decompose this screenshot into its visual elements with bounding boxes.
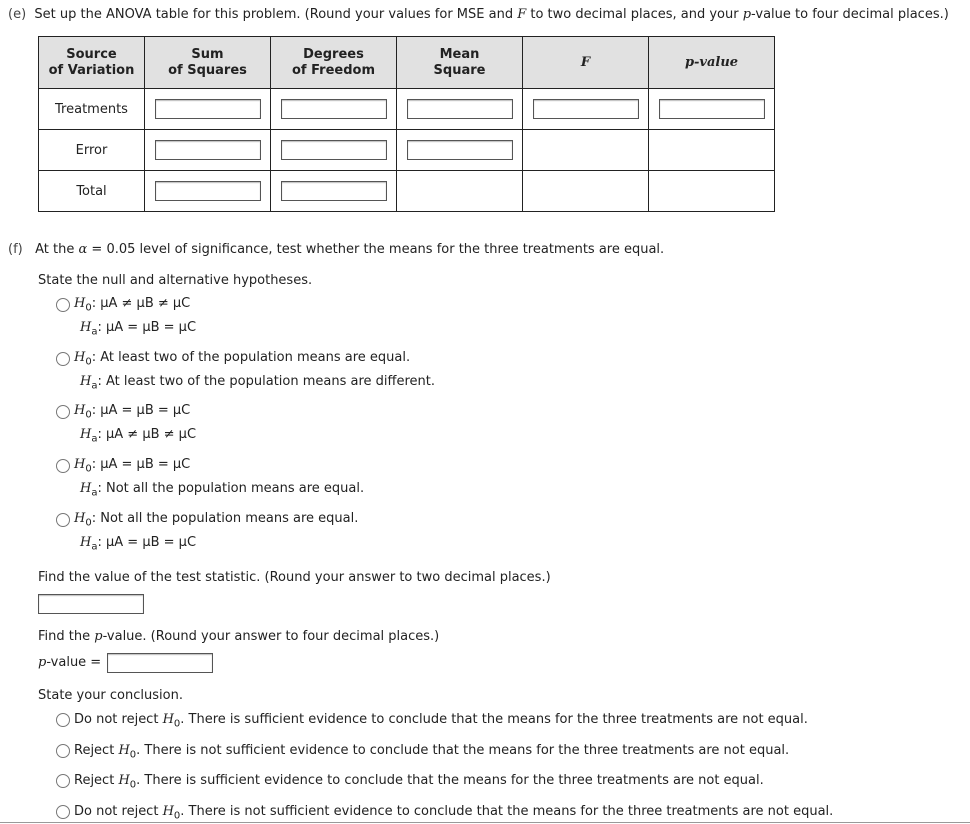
header-source: Source of Variation — [39, 37, 145, 89]
alpha-symbol: α — [78, 242, 88, 257]
hypothesis-option-4-radio[interactable] — [56, 459, 70, 473]
ha-option-5: $H_a$: μA = μB = μC — [80, 535, 197, 553]
ha-option-4: $H_a$: Not all the population means are equal. — [80, 481, 365, 499]
empty-cell — [649, 171, 775, 212]
h0-option-5: $H_0$: Not all the population means are equal. — [74, 511, 359, 529]
hypothesis-option-5-radio[interactable] — [56, 513, 70, 527]
conclusion-option-2: Reject $H_0$. There is not sufficient evidence to conclude that the means for the three treatments are not equal. — [74, 743, 790, 761]
f-input[interactable] — [533, 99, 639, 119]
h0-option-3: $H_0$: μA = μB = μC — [74, 403, 191, 421]
ha-option-3: $H_a$: μA ≠ μB ≠ μC — [80, 427, 197, 445]
header-p-value: p-value — [649, 37, 775, 89]
p-value-label: p-value = — [38, 655, 102, 670]
instructions-f: F — [517, 7, 527, 22]
hypothesis-option-1-radio[interactable] — [56, 298, 70, 312]
conclusion-option-1-radio[interactable] — [56, 713, 70, 727]
test-stat-prompt: Find the value of the test statistic. (Round your answer to two decimal places.) — [38, 570, 551, 585]
instructions-p: p — [742, 7, 752, 22]
part-f-intro: (f) At the α = 0.05 level of significance, test whether the means for the three treatments are equal. — [8, 242, 665, 257]
header-f: F — [523, 37, 649, 89]
test-statistic-input[interactable] — [38, 594, 144, 614]
hypotheses-prompt: State the null and alternative hypotheses. — [38, 273, 313, 288]
conclusion-option-4-radio[interactable] — [56, 805, 70, 819]
conclusion-option-1: Do not reject $H_0$. There is sufficient evidence to conclude that the means for the three treatments are not equal. — [74, 712, 808, 730]
df-error-input[interactable] — [281, 140, 387, 160]
conclusion-option-3-radio[interactable] — [56, 774, 70, 788]
instructions-text: to two decimal places, and your — [526, 7, 743, 22]
df-total-input[interactable] — [281, 181, 387, 201]
conclusion-option-4: Do not reject $H_0$. There is not sufficient evidence to conclude that the means for the three treatments are not equal. — [74, 804, 834, 822]
row-label-treatments: Treatments — [39, 89, 145, 130]
ha-option-1: $H_a$: μA = μB = μC — [80, 320, 197, 338]
empty-cell — [397, 171, 523, 212]
header-degrees-freedom: Degrees of Freedom — [271, 37, 397, 89]
anova-table — [38, 36, 775, 212]
ms-error-input[interactable] — [407, 140, 513, 160]
ss-error-input[interactable] — [155, 140, 261, 160]
h0-option-4: $H_0$: μA = μB = μC — [74, 457, 191, 475]
empty-cell — [649, 130, 775, 171]
df-treatments-input[interactable] — [281, 99, 387, 119]
conclusion-option-2-radio[interactable] — [56, 744, 70, 758]
part-f-label: (f) — [8, 242, 23, 257]
ss-treatments-input[interactable] — [155, 99, 261, 119]
part-e-label: (e) — [8, 7, 27, 22]
h0-option-2: $H_0$: At least two of the population means are equal. — [74, 350, 411, 368]
p-value-input[interactable] — [107, 653, 213, 673]
instructions-text: Set up the ANOVA table for this problem. (Round your values for MSE and — [34, 7, 518, 22]
header-sum-squares: Sum of Squares — [145, 37, 271, 89]
ha-option-2: $H_a$: At least two of the population means are different. — [80, 374, 435, 392]
h0-option-1: $H_0$: μA ≠ μB ≠ μC — [74, 296, 191, 314]
row-label-error: Error — [39, 130, 145, 171]
conclusion-option-3: Reject $H_0$. There is sufficient evidence to conclude that the means for the three treatments are not equal. — [74, 773, 764, 791]
empty-cell — [523, 171, 649, 212]
instructions-text: -value to four decimal places.) — [751, 7, 949, 22]
bottom-divider — [0, 822, 970, 823]
header-mean-square: Mean Square — [397, 37, 523, 89]
hypothesis-option-2-radio[interactable] — [56, 352, 70, 366]
conclusion-prompt: State your conclusion. — [38, 688, 183, 703]
p-value-prompt: Find the p-value. (Round your answer to four decimal places.) — [38, 629, 440, 644]
ss-total-input[interactable] — [155, 181, 261, 201]
p-value-table-input[interactable] — [659, 99, 765, 119]
ms-treatments-input[interactable] — [407, 99, 513, 119]
empty-cell — [523, 130, 649, 171]
hypothesis-option-3-radio[interactable] — [56, 405, 70, 419]
part-e-instructions — [8, 7, 949, 22]
row-label-total: Total — [39, 171, 145, 212]
